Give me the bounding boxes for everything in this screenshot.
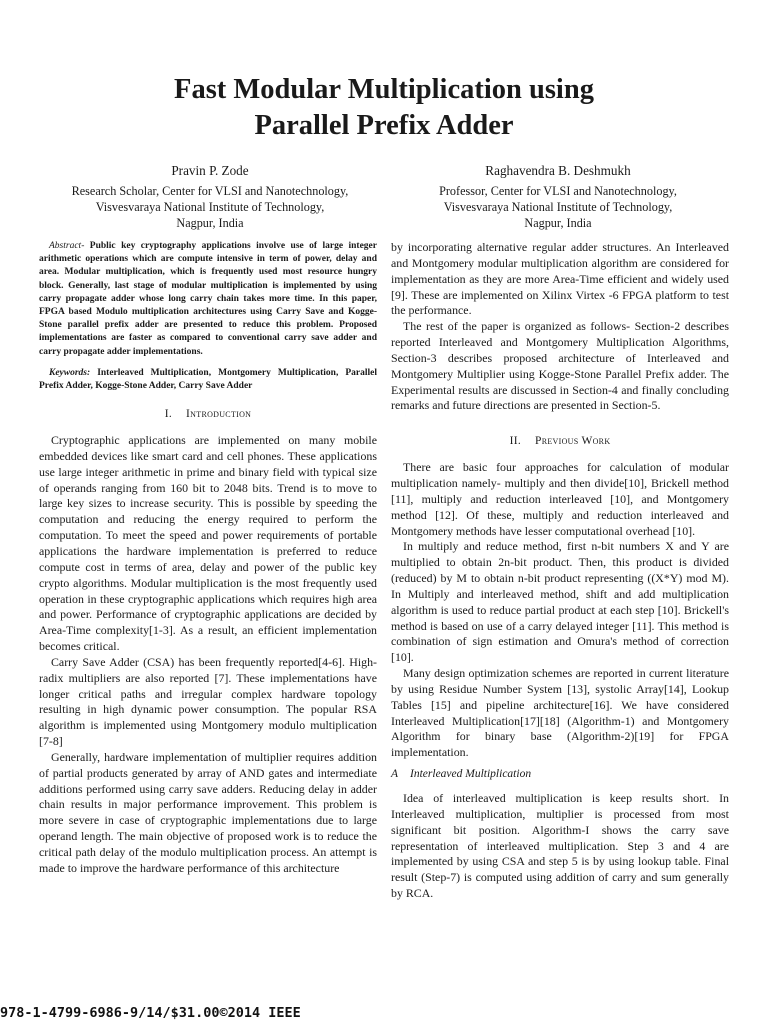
- paragraph: Idea of interleaved multiplication is keep results short. In Interleaved multiplication, multiplier is processed from most significant bit position. Algorithm-I shows the carry save representation of interleaved multiplication. Step 3 and 4 are implemented by using CSA and step 5 is by using lookup table. Final result (Step-7) is computed using addition of carry and sum generally by RCA.: [391, 791, 729, 901]
- keywords-text: Interleaved Multiplication, Montgomery Multiplication, Parallel Prefix Adder, Kogge-Stone Adder, Carry Save Adder: [39, 367, 377, 392]
- section-title: Introduction: [186, 408, 252, 421]
- author-name: Raghavendra B. Deshmukh: [485, 163, 631, 178]
- author-affiliation-line: Visvesvaraya National Institute of Technology,: [443, 200, 673, 214]
- title-line-2: Parallel Prefix Adder: [254, 110, 514, 141]
- abstract: [39, 240, 377, 359]
- author-affiliation-line: Professor, Center for VLSI and Nanotechnology,: [439, 184, 677, 198]
- section-heading-previous-work: [391, 434, 729, 450]
- author-affiliation-line: Visvesvaraya National Institute of Technology,: [95, 200, 325, 214]
- abstract-text: Public key cryptography applications involve use of large integer arithmetic operations which are compute intensive in term of power, delay and area. Modular multiplication, which is frequently used most resource hungry block. Generally, last stage of modular multiplication is implemented by using carry propagate adder whose long carry chain takes more time. In this paper, FPGA based Modulo multiplication architectures using Carry Save and Kogge-Stone parallel prefix adder are presented to reduce this problem. Proposed implementations are faster as compared to conventional carry save adder and carry propagate adder implementations.: [39, 241, 377, 357]
- paragraph: Cryptographic applications are implemented on many mobile embedded devices like smart card and cell phones. These applications use large integer arithmetic in prime and binary field with typical size of operands ranging from 160 bit to 2048 bits. Trend is to move to large key sizes to increase security. This is possible by speeding the computation and reducing the energy required to perform the computation. To meet the speed and power requirements of portable applications the hardware implementation is preferred to reduce compute cost in terms of area, delay and power of the public key crypto algorithms. Modular multiplication is the most frequently used operation in these cryptographic applications which requires high area and power. Performance of cryptographic applications are decided by Area-Time complexity[1-3]. As a result, an efficient implementation becomes critical.: [39, 433, 377, 654]
- paper-title: [0, 72, 768, 144]
- right-column: [391, 240, 729, 902]
- paragraph: Generally, hardware implementation of multiplier requires addition of partial products generated by array of AND gates and intermediate additions performed using carry save adders. Reducing delay in adder chain results in major performance improvement. This problem is more severe in case of cryptographic implementations due to large operand length. The main objective of proposed work is to reduce the critical path delay of the modulo multiplication process. An attempt is made to improve the hardware performance of this architecture: [39, 749, 377, 875]
- subsection-number: A: [391, 768, 399, 781]
- keywords: [39, 367, 377, 393]
- section-number: I.: [164, 408, 173, 421]
- keywords-label: Keywords:: [49, 367, 91, 378]
- section-heading-introduction: [39, 407, 377, 423]
- paragraph: by incorporating alternative regular adder structures. An Interleaved and Montgomery modular multiplication algorithm are considered for implementation as they are more Area-Time efficient and widely used [9]. These are implemented on Xilinx Virtex -6 FPGA platform to test the performance.: [391, 240, 729, 318]
- abstract-label: Abstract-: [49, 241, 85, 251]
- author-block-1: [40, 163, 380, 231]
- author-affiliation-line: Nagpur, India: [524, 216, 592, 230]
- section-number: II.: [509, 435, 522, 448]
- section-title: Previous Work: [535, 435, 611, 448]
- paragraph: In multiply and reduce method, first n-bit numbers X and Y are multiplied to obtain 2n-bit product. Then, this product is divided (reduced) by M to obtain n-bit product representing ((X*Y) mod M). In Multiply and interleaved method, shift and add multiplication algorithm is used to reduce partial product at each step [10]. Brickell's method is based on use of a carry delayed integer [11]. This method is combination of sign estimation and Omura's method of correction [10].: [391, 539, 729, 665]
- left-column: [39, 240, 377, 877]
- paragraph: There are basic four approaches for calculation of modular multiplication namely- multiply and then divide[10], Brickell method [11], multiply and reduction interleaved [10], and Montgomery method [12]. Of these, multiply and reduction interleaved and Montgomery methods have lesser computational overhead [10].: [391, 460, 729, 538]
- copyright-footer: 978-1-4799-6986-9/14/$31.00©2014 IEEE: [0, 1005, 301, 1021]
- author-affiliation-line: Nagpur, India: [176, 216, 244, 230]
- paragraph: Carry Save Adder (CSA) has been frequently reported[4-6]. High-radix multipliers are also reported [7]. These implementations have longer critical paths and irregular complex hardware topology resulting in high dynamic power consumption. The popular RSA algorithm is implemented using Montgomery modulo multiplication [7-8]: [39, 654, 377, 749]
- paragraph: The rest of the paper is organized as follows- Section-2 describes reported Interleaved and Montgomery Multiplication Algorithms, Section-3 describes proposed architecture of Interleaved and Montgomery Multiplier using Kogge-Stone Parallel Prefix adder. The Experimental results are discussed in Section-4 and finally concluding remarks and future directions are presented in Section-5.: [391, 319, 729, 413]
- title-line-1: Fast Modular Multiplication using: [174, 74, 594, 105]
- author-name: Pravin P. Zode: [171, 163, 249, 178]
- subsection-heading-interleaved: [391, 767, 729, 783]
- author-affiliation-line: Research Scholar, Center for VLSI and Nanotechnology,: [71, 184, 349, 198]
- subsection-title: Interleaved Multiplication: [410, 768, 532, 781]
- author-block-2: [388, 163, 728, 231]
- paragraph: Many design optimization schemes are reported in current literature by using Residue Number System [13], systolic Array[14], Lookup Tables [15] and pipeline architecture[16]. We have considered Interleaved Multiplication[17][18] (Algorithm-1) and Montgomery Algorithm for binary base (Algorithm-2)[19] for FPGA implementation.: [391, 666, 729, 760]
